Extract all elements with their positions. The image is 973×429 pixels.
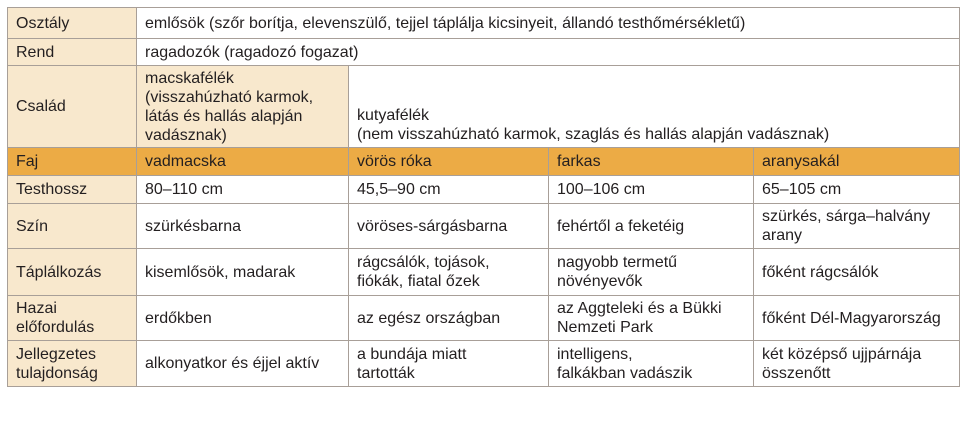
testhossz-cell: 65–105 cm: [754, 176, 960, 204]
jellegzetes-cell: intelligens, falkákban vadászik: [549, 341, 754, 387]
row-testhossz: [8, 176, 960, 204]
row-hazai-elofordulas: [8, 296, 960, 341]
taplalkozas-cell: rágcsálók, tojások, fiókák, fiatal őzek: [349, 249, 549, 296]
row-szin: [8, 204, 960, 249]
taplalkozas-cell: főként rágcsálók: [754, 249, 960, 296]
taplalkozas-cell: nagyobb termetű növényevők: [549, 249, 754, 296]
szin-cell: szürkésbarna: [137, 204, 349, 249]
szin-cell: vöröses-sárgásbarna: [349, 204, 549, 249]
row-osztaly: [8, 8, 960, 39]
faj-cell: farkas: [549, 148, 754, 176]
jellegzetes-cell: két középső ujjpárnája összenőtt: [754, 341, 960, 387]
value-csalad-macskafelek: macskafélék (visszahúzható karmok, látás és hallás alapján vadásznak): [137, 66, 349, 148]
row-taplalkozas: [8, 249, 960, 296]
row-faj: [8, 148, 960, 176]
faj-cell: vadmacska: [137, 148, 349, 176]
label-szin: Szín: [8, 204, 137, 249]
value-csalad-kutyafelek: kutyafélék (nem visszahúzható karmok, szaglás és hallás alapján vadásznak): [349, 66, 960, 148]
row-jellegzetes-tulajdonsag: [8, 341, 960, 387]
row-rend: [8, 39, 960, 66]
label-faj: Faj: [8, 148, 137, 176]
label-testhossz: Testhossz: [8, 176, 137, 204]
value-rend: ragadozók (ragadozó fogazat): [137, 39, 960, 66]
animal-classification-table: [7, 7, 960, 387]
label-taplalkozas: Táplálkozás: [8, 249, 137, 296]
hazai-cell: erdőkben: [137, 296, 349, 341]
value-osztaly: emlősök (szőr borítja, elevenszülő, tejjel táplálja kicsinyeit, állandó testhőmérsékletű): [137, 8, 960, 39]
jellegzetes-cell: alkonyatkor és éjjel aktív: [137, 341, 349, 387]
testhossz-cell: 45,5–90 cm: [349, 176, 549, 204]
szin-cell: fehértől a feketéig: [549, 204, 754, 249]
faj-cell: vörös róka: [349, 148, 549, 176]
hazai-cell: főként Dél-Magyarország: [754, 296, 960, 341]
faj-cell: aranysakál: [754, 148, 960, 176]
hazai-cell: az Aggteleki és a Bükki Nemzeti Park: [549, 296, 754, 341]
hazai-cell: az egész országban: [349, 296, 549, 341]
row-csalad: [8, 66, 960, 148]
testhossz-cell: 80–110 cm: [137, 176, 349, 204]
label-jellegzetes-tulajdonsag: Jellegzetes tulajdonság: [8, 341, 137, 387]
label-osztaly: Osztály: [8, 8, 137, 39]
label-rend: Rend: [8, 39, 137, 66]
taplalkozas-cell: kisemlősök, madarak: [137, 249, 349, 296]
label-hazai-elofordulas: Hazai előfordulás: [8, 296, 137, 341]
jellegzetes-cell: a bundája miatt tartották: [349, 341, 549, 387]
testhossz-cell: 100–106 cm: [549, 176, 754, 204]
label-csalad: Család: [8, 66, 137, 148]
szin-cell: szürkés, sárga–halvány arany: [754, 204, 960, 249]
